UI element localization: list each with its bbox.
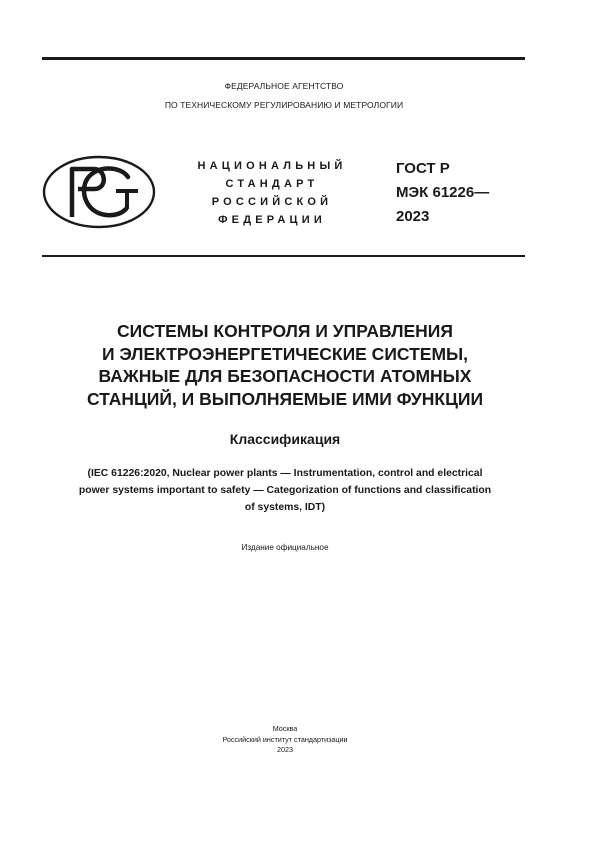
agency-line-2: ПО ТЕХНИЧЕСКОМУ РЕГУЛИРОВАНИЮ И МЕТРОЛОГИИ: [164, 100, 404, 110]
designation-line: 2023: [396, 208, 430, 225]
national-standard-block: [188, 157, 356, 229]
international-reference: [40, 465, 530, 516]
imprint-publisher: Российский институт стандартизации: [222, 734, 348, 744]
title-line: СТАНЦИЙ, И ВЫПОЛНЯЕМЫЕ ИМИ ФУНКЦИИ: [86, 388, 484, 409]
document-title: [40, 320, 530, 410]
national-line: РОССИЙСКОЙ: [211, 196, 333, 208]
imprint: [40, 724, 530, 756]
middle-rule: [42, 255, 525, 257]
edition-note: Издание официальное: [241, 543, 329, 552]
imprint-city: Москва: [272, 724, 298, 733]
rst-logo-icon: [42, 155, 156, 229]
document-subtitle: Классификация: [229, 431, 341, 447]
title-line: СИСТЕМЫ КОНТРОЛЯ И УПРАВЛЕНИЯ: [117, 321, 453, 341]
imprint-year: 2023: [277, 745, 293, 754]
national-line: СТАНДАРТ: [225, 178, 319, 190]
international-line: power systems important to safety — Categorization of functions and classification: [78, 485, 492, 496]
title-line: ВАЖНЫЕ ДЛЯ БЕЗОПАСНОСТИ АТОМНЫХ: [98, 366, 472, 386]
agency-line-1: ФЕДЕРАЛЬНОЕ АГЕНТСТВО: [224, 81, 344, 91]
national-line: НАЦИОНАЛЬНЫЙ: [197, 160, 347, 172]
top-rule: [42, 57, 525, 60]
designation-line: МЭК 61226—: [396, 184, 490, 201]
title-line: И ЭЛЕКТРОЭНЕРГЕТИЧЕСКИЕ СИСТЕМЫ,: [101, 343, 469, 364]
designation-line: ГОСТ Р: [396, 160, 450, 177]
international-line: of systems, IDT): [244, 502, 326, 513]
international-line: (IEC 61226:2020, Nuclear power plants — Instrumentation, control and electrical: [87, 468, 483, 479]
national-line: ФЕДЕРАЦИИ: [218, 214, 326, 226]
standard-designation: [396, 157, 489, 229]
